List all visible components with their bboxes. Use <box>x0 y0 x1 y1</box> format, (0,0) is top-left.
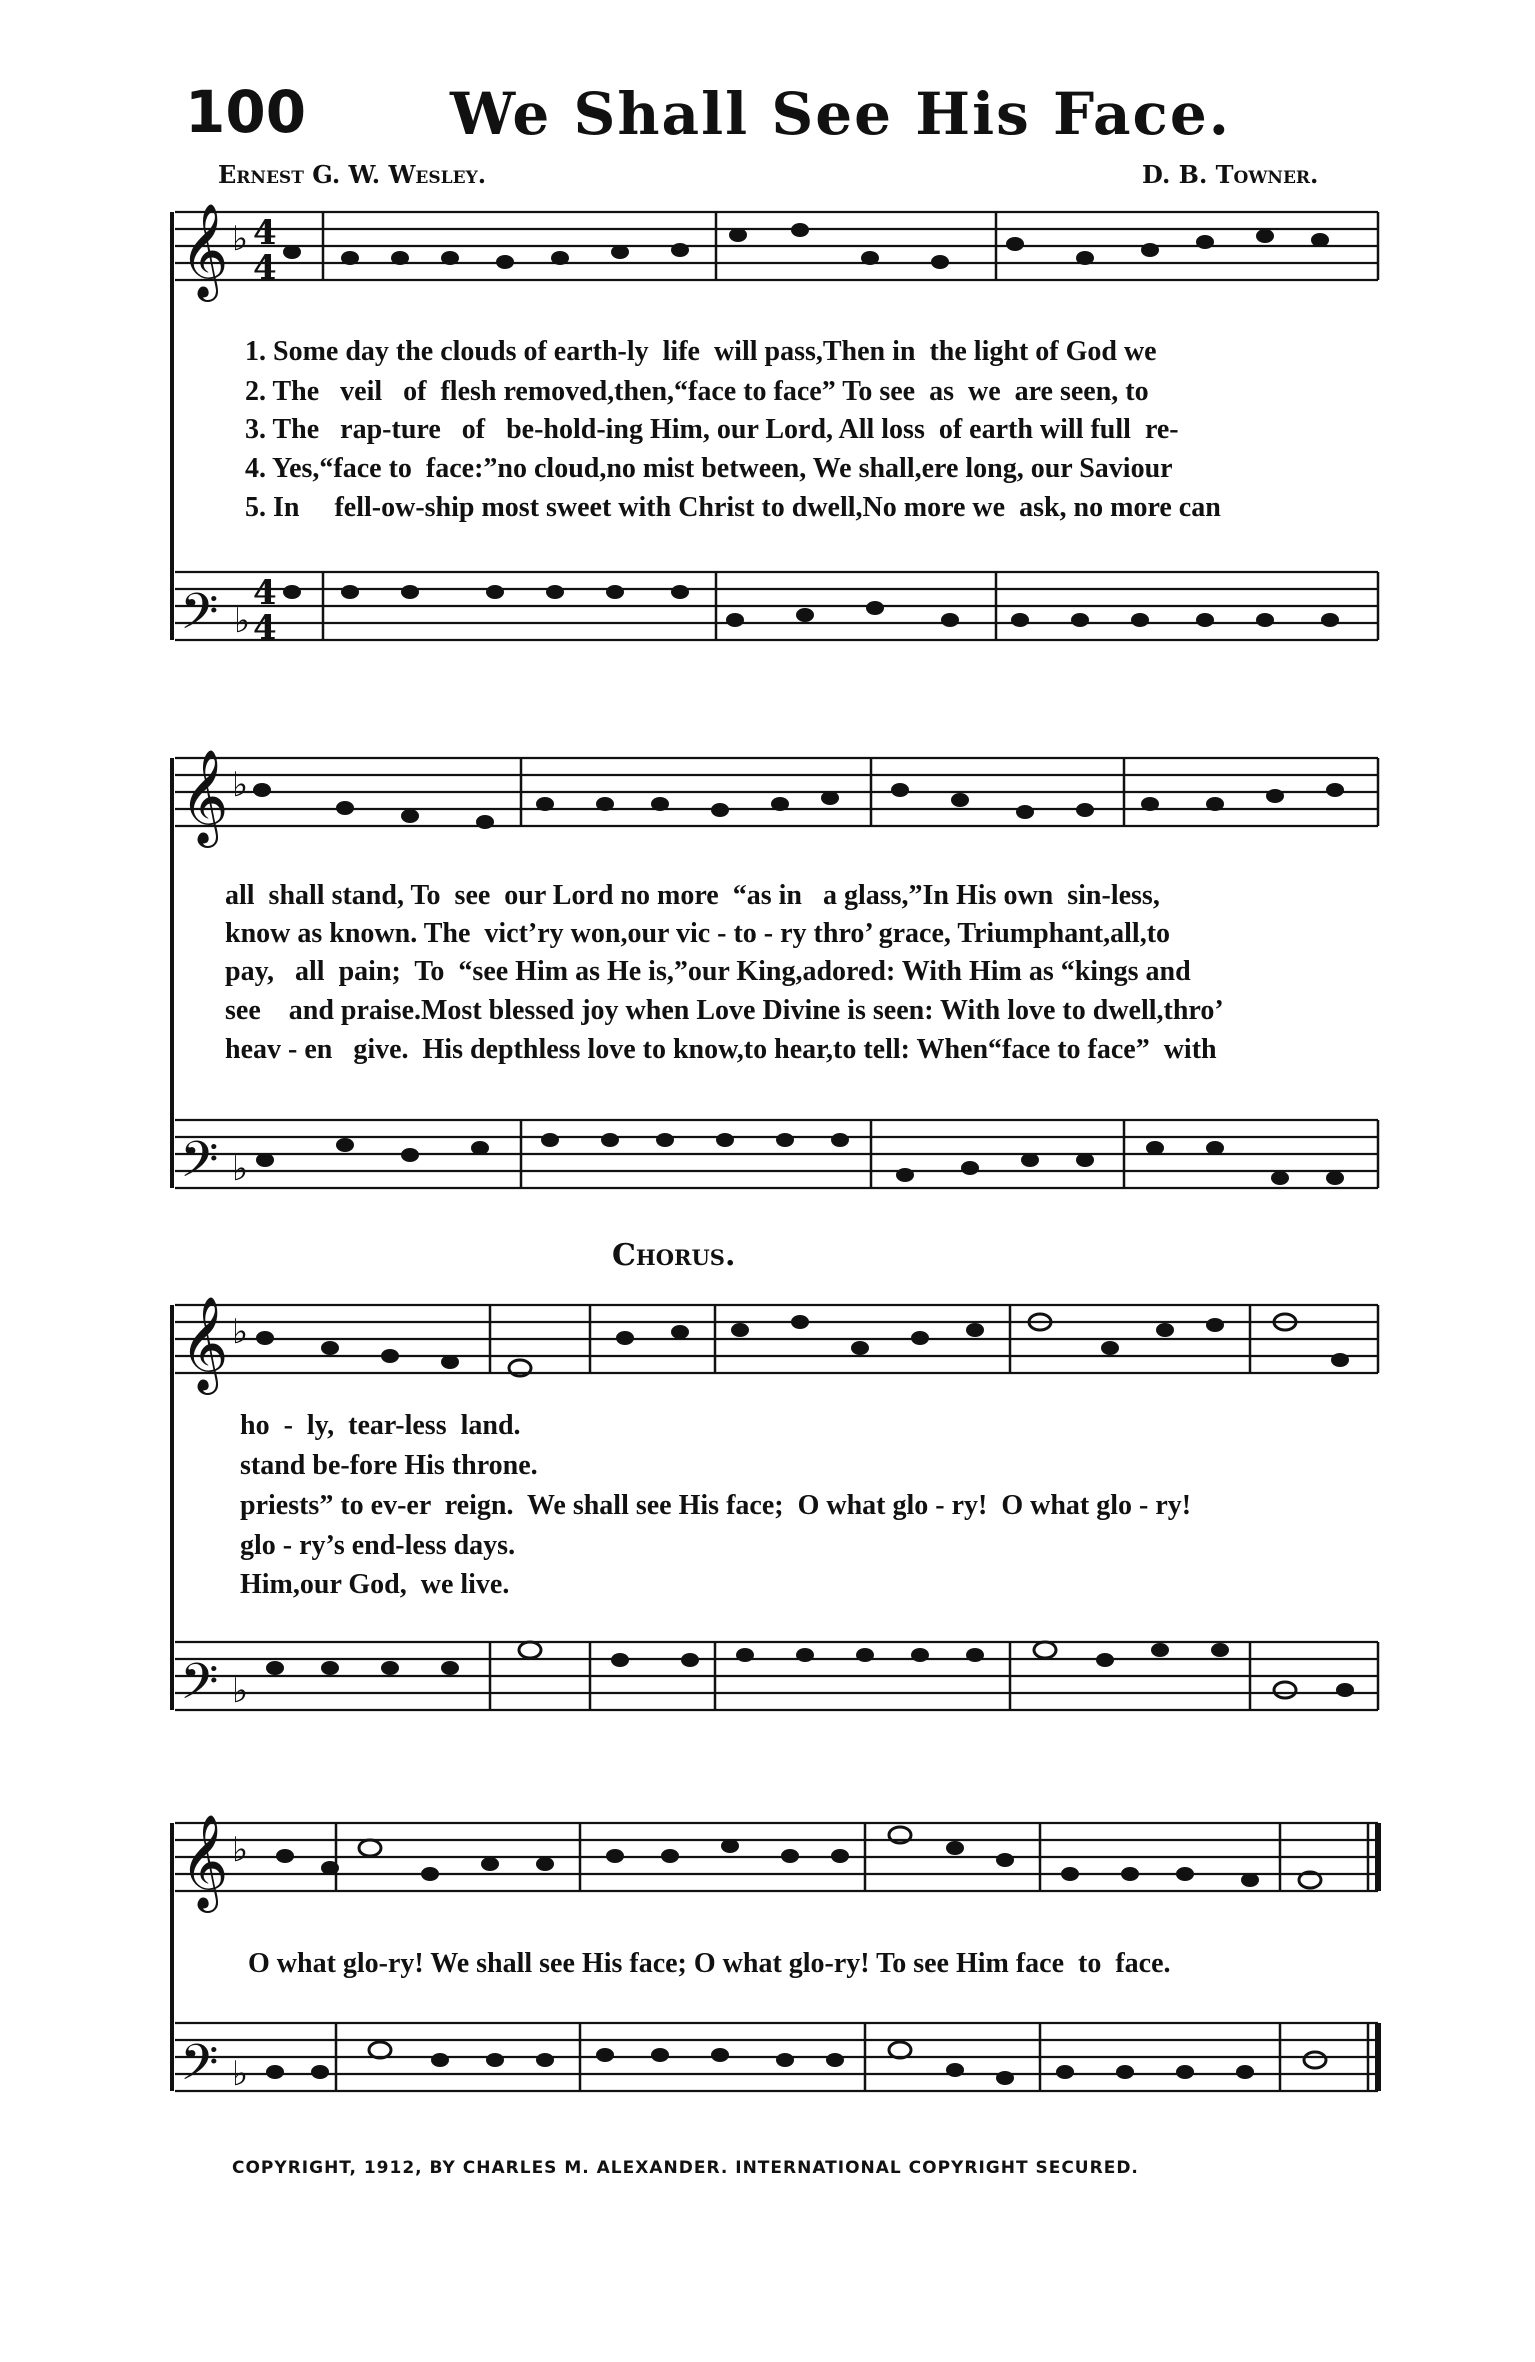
svg-text:𝄢: 𝄢 <box>180 1131 219 1201</box>
staff-system1-treble <box>175 212 1378 280</box>
staff-system2-bass <box>175 1120 1378 1188</box>
chorus-label: Chorus. <box>612 1238 736 1273</box>
svg-text:4: 4 <box>253 573 277 613</box>
svg-text:𝄢: 𝄢 <box>180 1653 219 1723</box>
svg-text:𝄞: 𝄞 <box>180 203 229 298</box>
hymn-number: 100 <box>185 78 307 146</box>
svg-text:♭: ♭ <box>232 1149 249 1189</box>
svg-text:𝄞: 𝄞 <box>180 749 229 844</box>
svg-text:𝄢: 𝄢 <box>180 583 219 653</box>
verse-line-2a: 2. The veil of flesh removed,then,“face to face” To see as we are seen, to <box>245 376 1149 407</box>
verse-line-3b: pay, all pain; To “see Him as He is,”our King,adored: With Him as “kings and <box>225 956 1191 987</box>
verse-line-1a: 1. Some day the clouds of earth-ly life will pass,Then in the light of God we <box>245 336 1157 367</box>
svg-text:♭: ♭ <box>234 601 251 641</box>
verse-line-1c: ho - ly, tear-less land. <box>240 1410 521 1441</box>
copyright-notice: COPYRIGHT, 1912, BY CHARLES M. ALEXANDER. INTERNATIONAL COPYRIGHT SECURED. <box>232 2158 1139 2178</box>
svg-text:4: 4 <box>253 213 277 253</box>
verse-line-1b: all shall stand, To see our Lord no more “as in a glass,”In His own sin-less, <box>225 880 1160 911</box>
svg-text:𝄞: 𝄞 <box>180 1814 229 1909</box>
verse-line-5b: heav - en give. His depthless love to know,to hear,to tell: When“face to face” with <box>225 1034 1217 1065</box>
staff-system4-treble <box>175 1823 1378 1891</box>
svg-text:♭: ♭ <box>232 2054 249 2094</box>
lyricist-credit: Ernest G. W. Wesley. <box>218 160 487 189</box>
verse-line-4a: 4. Yes,“face to face:”no cloud,no mist between, We shall,ere long, our Saviour <box>245 453 1173 484</box>
verse-line-2c: stand be-fore His throne. <box>240 1450 538 1481</box>
svg-text:♭: ♭ <box>232 765 249 805</box>
svg-text:♭: ♭ <box>232 1830 249 1870</box>
svg-text:4: 4 <box>253 248 277 288</box>
chorus-line-final: O what glo-ry! We shall see His face; O what glo-ry! To see Him face to face. <box>248 1948 1171 1979</box>
verse-line-5a: 5. In fell-ow-ship most sweet with Christ to dwell,No more we ask, no more can <box>245 492 1221 523</box>
verse-line-3a: 3. The rap-ture of be-hold-ing Him, our Lord, All loss of earth will full re- <box>245 414 1179 445</box>
verse-line-5c: Him,our God, we live. <box>240 1569 510 1600</box>
svg-text:𝄞: 𝄞 <box>180 1296 229 1391</box>
hymn-title: We Shall See His Face. <box>450 80 1231 148</box>
svg-text:♭: ♭ <box>232 219 249 259</box>
svg-text:♭: ♭ <box>232 1312 249 1352</box>
svg-text:𝄢: 𝄢 <box>180 2034 219 2104</box>
verse-line-4c: glo - ry’s end-less days. <box>240 1530 516 1561</box>
verse-line-4b: see and praise.Most blessed joy when Love Divine is seen: With love to dwell,thro’ <box>225 995 1224 1026</box>
staff-system3-bass <box>175 1642 1378 1710</box>
composer-credit: D. B. Towner. <box>1142 160 1319 189</box>
svg-text:4: 4 <box>253 608 277 648</box>
svg-text:♭: ♭ <box>232 1671 249 1711</box>
verse-line-3c: priests” to ev-er reign. We shall see His face; O what glo - ry! O what glo - ry! <box>240 1490 1192 1521</box>
staff-system3-treble <box>175 1305 1378 1373</box>
staff-system4-bass <box>175 2023 1378 2091</box>
staff-system1-bass <box>175 572 1378 640</box>
staff-system2-treble <box>175 758 1378 826</box>
verse-line-2b: know as known. The vict’ry won,our vic - to - ry thro’ grace, Triumphant,all,to <box>225 918 1171 949</box>
